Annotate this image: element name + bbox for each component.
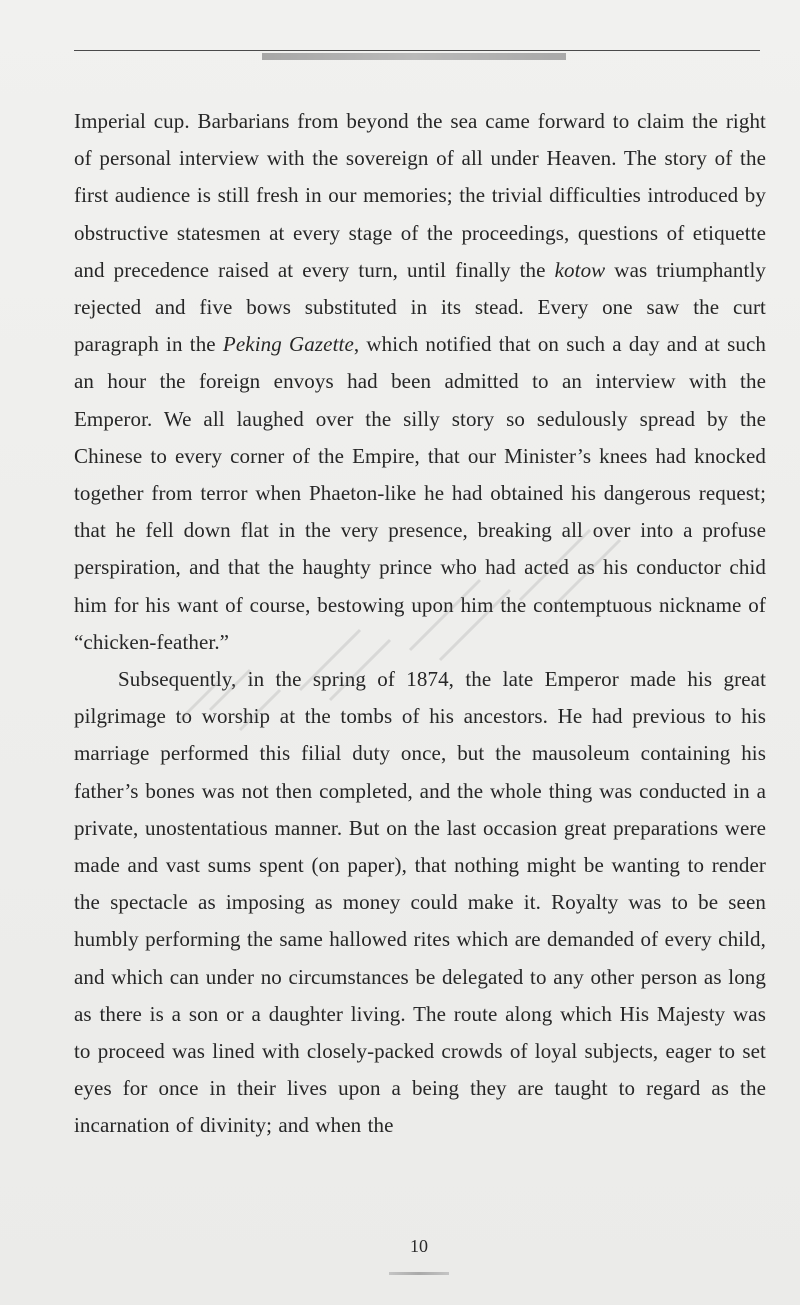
paragraph-1-text-b: was triumphantly rejected and five bows substituted in its stead. Every one saw the curt paragraph in the [74, 257, 766, 357]
page-number: 10 [410, 1236, 428, 1256]
page-number-rule [389, 1272, 449, 1275]
paragraph-2 [74, 661, 766, 1145]
body-text [74, 103, 766, 1145]
header-rule [74, 50, 760, 51]
paragraph-1 [74, 103, 766, 661]
header-rule-bar [262, 53, 566, 60]
peking-gazette-title: Peking Gazette [222, 332, 354, 357]
paragraph-1-text-c: , which notified that on such a day and at such an hour the foreign envoys had been admitted to an interview with the Emperor. We all laughed over the silly story so sedulously spread by the Chinese to every corner of the Empire, that our Minister’s knees had knocked together from terror when Phaeton-like he had obtained his dangerous request; that he fell down flat in the very presence, breaking all over into a profuse perspiration, and that the haughty prince who had acted as his conductor chid him for his want of course, bestowing upon him the contemptuous nickname of “chicken-feather.” [74, 332, 766, 654]
paragraph-2-text: Subsequently, in the spring of 1874, the late Emperor made his great pilgrimage to worship at the tombs of his ancestors. He had previous to his marriage performed this filial duty once, but the mausoleum containing his father’s bones was not then completed, and the whole thing was conducted in a private, unostentatious manner. But on the last occasion great preparations were made and vast sums spent (on paper), that nothing might be wanting to render the spectacle as imposing as money could make it. Royalty was to be seen humbly performing the same hallowed rites which are demanded of every child, and which can under no circumstances be delegated to any other person as long as there is a son or a daughter living. The route along which His Majesty was to proceed was lined with closely-packed crowds of loyal subjects, eager to set eyes for once in their lives upon a being they are taught to regard as the incarnation of divinity; and when the [74, 667, 766, 1138]
paragraph-1-text-a: Imperial cup. Barbarians from beyond the sea came forward to claim the right of personal interview with the sovereign of all under Heaven. The story of the first audience is still fresh in our memories; the trivial difficulties introduced by obstructive statesmen at every stage of the proceedings, questions of etiquette and precedence raised at every turn, until finally the [74, 109, 766, 282]
kotow-term: kotow [554, 257, 606, 282]
